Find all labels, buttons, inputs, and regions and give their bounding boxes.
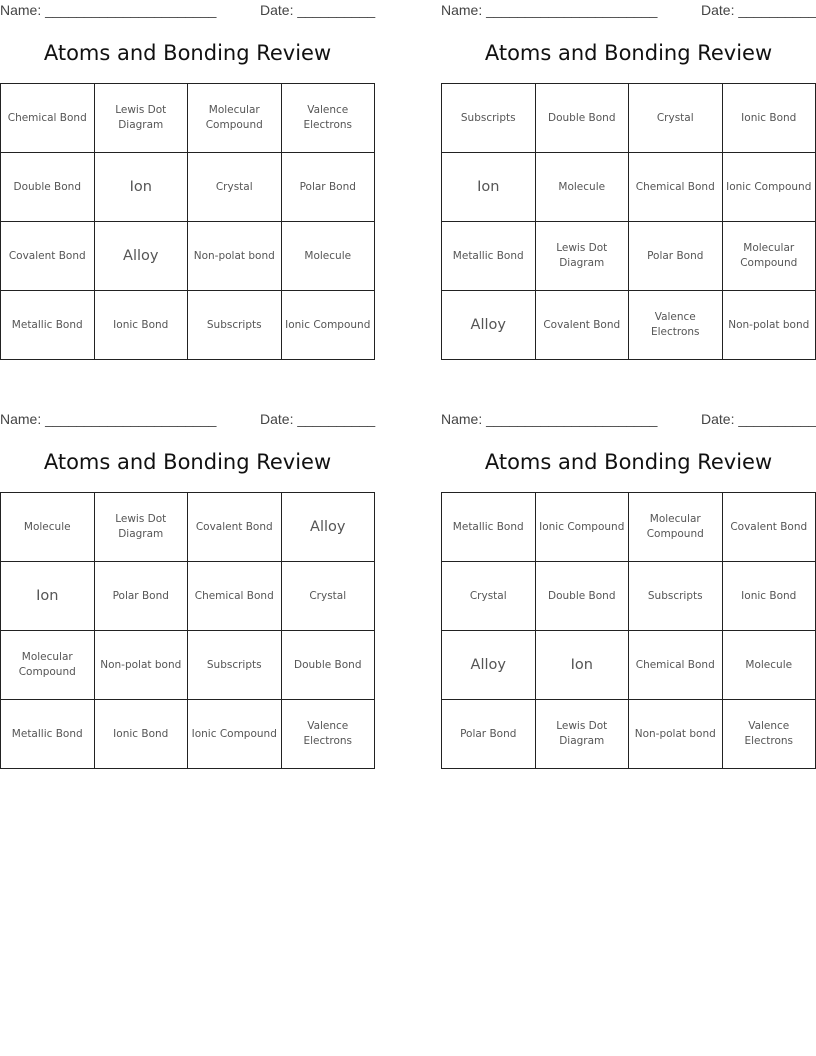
grid-cell: Double Bond [535, 84, 629, 153]
bingo-card-2 [441, 0, 816, 338]
grid-cell: Non-polat bond [629, 700, 723, 769]
card-header [441, 409, 816, 431]
grid-cell: Chemical Bond [629, 631, 723, 700]
grid-cell: Polar Bond [629, 222, 723, 291]
grid-cell: Ionic Bond [722, 84, 816, 153]
name-field[interactable]: Name: ______________________ [0, 411, 217, 427]
grid-cell: Covalent Bond [722, 493, 816, 562]
card-header [441, 0, 816, 22]
grid-cell: Alloy [442, 631, 536, 700]
grid-row [442, 291, 816, 360]
grid-cell: Ionic Compound [281, 291, 375, 360]
grid-cell: Lewis Dot Diagram [94, 84, 188, 153]
grid-cell: Covalent Bond [1, 222, 95, 291]
card-title: Atoms and Bonding Review [484, 450, 773, 474]
grid-cell: Covalent Bond [188, 493, 282, 562]
grid-cell: Ionic Bond [722, 562, 816, 631]
grid-cell: Chemical Bond [1, 84, 95, 153]
grid-cell: Metallic Bond [442, 493, 536, 562]
grid-row [442, 493, 816, 562]
grid-row [1, 700, 375, 769]
grid-row [1, 222, 375, 291]
grid-row [1, 291, 375, 360]
grid-cell: Molecule [281, 222, 375, 291]
grid-cell: Valence Electrons [722, 700, 816, 769]
date-field[interactable]: Date: __________ [701, 411, 816, 427]
grid-cell: Ion [442, 153, 536, 222]
bingo-grid [0, 83, 375, 360]
grid-cell: Molecular Compound [188, 84, 282, 153]
card-title: Atoms and Bonding Review [43, 41, 332, 65]
grid-cell: Subscripts [442, 84, 536, 153]
grid-cell: Lewis Dot Diagram [535, 700, 629, 769]
grid-cell: Lewis Dot Diagram [94, 493, 188, 562]
bingo-card-1 [0, 0, 376, 331]
card-header [0, 0, 375, 22]
grid-cell: Metallic Bond [1, 700, 95, 769]
grid-row [1, 562, 375, 631]
grid-row [1, 153, 375, 222]
grid-cell: Subscripts [188, 291, 282, 360]
grid-cell: Non-polat bond [94, 631, 188, 700]
grid-cell: Covalent Bond [535, 291, 629, 360]
grid-cell: Molecular Compound [629, 493, 723, 562]
grid-cell: Double Bond [1, 153, 95, 222]
grid-cell: Ionic Compound [188, 700, 282, 769]
bingo-grid [441, 83, 816, 360]
grid-cell: Ionic Compound [722, 153, 816, 222]
grid-row [1, 84, 375, 153]
grid-cell: Double Bond [535, 562, 629, 631]
grid-cell: Crystal [442, 562, 536, 631]
grid-cell: Alloy [281, 493, 375, 562]
grid-cell: Crystal [281, 562, 375, 631]
grid-cell: Lewis Dot Diagram [535, 222, 629, 291]
grid-cell: Polar Bond [281, 153, 375, 222]
grid-row [1, 493, 375, 562]
grid-cell: Molecular Compound [1, 631, 95, 700]
bingo-grid [0, 492, 375, 769]
grid-cell: Ion [535, 631, 629, 700]
card-title: Atoms and Bonding Review [43, 450, 332, 474]
grid-cell: Valence Electrons [281, 84, 375, 153]
grid-cell: Subscripts [188, 631, 282, 700]
grid-row [1, 631, 375, 700]
grid-cell: Molecular Compound [722, 222, 816, 291]
grid-row [442, 222, 816, 291]
grid-row [442, 153, 816, 222]
grid-row [442, 562, 816, 631]
grid-cell: Ionic Compound [535, 493, 629, 562]
name-field[interactable]: Name: ______________________ [441, 411, 658, 427]
grid-cell: Ion [94, 153, 188, 222]
grid-cell: Non-polat bond [722, 291, 816, 360]
card-header [0, 409, 375, 431]
grid-cell: Non-polat bond [188, 222, 282, 291]
bingo-grid [441, 492, 816, 769]
grid-cell: Molecule [1, 493, 95, 562]
name-field[interactable]: Name: ______________________ [0, 2, 217, 18]
grid-cell: Crystal [188, 153, 282, 222]
grid-cell: Alloy [94, 222, 188, 291]
grid-cell: Alloy [442, 291, 536, 360]
grid-cell: Chemical Bond [629, 153, 723, 222]
grid-row [442, 84, 816, 153]
grid-cell: Metallic Bond [1, 291, 95, 360]
grid-row [442, 631, 816, 700]
grid-cell: Chemical Bond [188, 562, 282, 631]
grid-cell: Molecule [535, 153, 629, 222]
grid-cell: Molecule [722, 631, 816, 700]
grid-cell: Subscripts [629, 562, 723, 631]
name-field[interactable]: Name: ______________________ [441, 2, 658, 18]
grid-cell: Double Bond [281, 631, 375, 700]
grid-cell: Polar Bond [442, 700, 536, 769]
grid-cell: Ionic Bond [94, 291, 188, 360]
grid-cell: Ionic Bond [94, 700, 188, 769]
grid-cell: Polar Bond [94, 562, 188, 631]
grid-cell: Ion [1, 562, 95, 631]
date-field[interactable]: Date: __________ [701, 2, 816, 18]
grid-cell: Crystal [629, 84, 723, 153]
bingo-card-4 [441, 409, 816, 747]
grid-cell: Valence Electrons [629, 291, 723, 360]
date-field[interactable]: Date: __________ [260, 411, 376, 427]
grid-cell: Metallic Bond [442, 222, 536, 291]
grid-row [442, 700, 816, 769]
card-title: Atoms and Bonding Review [484, 41, 773, 65]
date-field[interactable]: Date: __________ [260, 2, 376, 18]
grid-cell: Valence Electrons [281, 700, 375, 769]
bingo-card-3 [0, 409, 376, 747]
